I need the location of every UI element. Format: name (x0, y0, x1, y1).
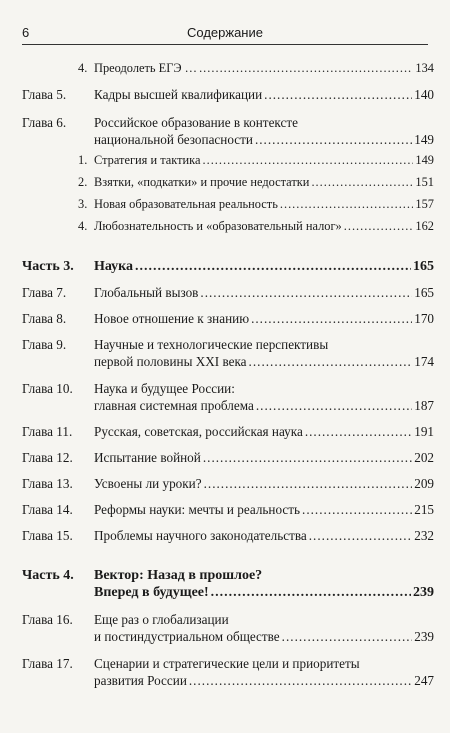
toc-page-number: 162 (415, 219, 434, 233)
toc-entry-label: Часть 3. (22, 259, 74, 274)
toc-entry-label: Глава 9. (22, 337, 67, 352)
toc-page-number: 232 (414, 528, 434, 543)
toc-entry-title: Еще раз о глобализации (94, 612, 229, 627)
toc-entry-label: 2. (78, 175, 88, 189)
toc-page-number: 157 (415, 197, 434, 211)
toc-entry-title: развития России (94, 673, 187, 688)
toc-page-number: 215 (414, 502, 434, 517)
toc-entry-label: Глава 8. (22, 311, 67, 326)
toc-entry-label: Глава 10. (22, 381, 73, 396)
toc-entry-title: Наука и будущее России: (94, 381, 235, 396)
toc-entry-title: и постиндустриальном обществе (94, 629, 280, 644)
toc-page-number: 149 (415, 153, 434, 167)
leader-dots (255, 131, 412, 148)
toc-page-number: 165 (413, 259, 434, 274)
leader-dots (305, 423, 412, 440)
leader-dots (189, 672, 412, 689)
toc-page-number: 187 (414, 398, 434, 413)
toc-entry-label: 3. (78, 197, 88, 211)
leader-dots (309, 527, 412, 544)
leader-dots (203, 152, 414, 169)
toc-page-number: 149 (414, 132, 434, 147)
leader-dots (251, 310, 412, 327)
page-number: 6 (22, 25, 30, 40)
toc-entry-label: Глава 16. (22, 612, 73, 627)
leader-dots (311, 174, 413, 191)
leader-dots (256, 397, 412, 414)
toc-page-number: 239 (413, 585, 434, 600)
leader-dots (249, 353, 413, 370)
toc-entry-title: национальной безопасности (94, 132, 253, 147)
toc-entry-label: Глава 17. (22, 656, 73, 671)
toc-page-number: 134 (415, 61, 434, 75)
toc-entry-title: Новая образовательная реальность (94, 197, 278, 211)
toc-entry-title: Проблемы научного законодательства (94, 528, 307, 543)
toc-entry-title: Вперед в будущее! (94, 585, 209, 600)
leader-dots (280, 196, 414, 213)
toc-entry-label: Часть 4. (22, 568, 74, 583)
toc-page-number: 170 (414, 311, 434, 326)
toc-page-number: 174 (414, 354, 434, 369)
toc-entry-title: Кадры высшей квалификации (94, 87, 263, 102)
toc-page-number: 140 (414, 87, 434, 102)
leader-dots (344, 218, 414, 235)
toc-entry-title: Новое отношение к знанию (94, 311, 250, 326)
toc-entry-title: Вектор: Назад в прошлое? (94, 568, 263, 583)
toc-entry-label: Глава 5. (22, 87, 67, 102)
toc-entry-label: Глава 11. (22, 424, 73, 439)
toc-entry-label: Глава 15. (22, 528, 73, 543)
toc-page-number: 191 (414, 424, 434, 439)
toc-entry-title: Глобальный вызов (94, 285, 199, 300)
leader-dots (204, 475, 413, 492)
toc-entry-title: главная системная проблема (94, 398, 254, 413)
toc-entry-label: Глава 7. (22, 285, 67, 300)
toc-entry-label: 4. (78, 219, 88, 233)
toc-entry-title: Стратегия и тактика (94, 153, 201, 167)
toc-entry-label: 4. (78, 61, 88, 75)
leader-dots (302, 501, 412, 518)
page-header (22, 22, 428, 45)
toc-entry-title: Научные и технологические перспективы (94, 337, 329, 352)
toc-page-number: 239 (414, 629, 434, 644)
toc-entry-label: Глава 13. (22, 476, 73, 491)
toc-entry-title: Наука (94, 259, 134, 274)
leader-dots (282, 628, 413, 645)
toc-entry-title: Реформы науки: мечты и реальность (94, 502, 301, 517)
toc-entry-title: Любознательность и «образовательный налог» (94, 219, 342, 233)
toc-entry-title: Сценарии и стратегические цели и приоритеты (94, 656, 360, 671)
toc-entry-title: Преодолеть ЕГЭ … (94, 61, 198, 75)
toc-entry-label: Глава 6. (22, 115, 67, 130)
toc-entry-title: Взятки, «подкатки» и прочие недостатки (94, 175, 310, 189)
toc-entry-title: первой половины XXI века (94, 354, 247, 369)
leader-dots (264, 86, 412, 103)
toc-entry-label: Глава 14. (22, 502, 73, 517)
leader-dots (203, 449, 412, 466)
toc-page-number: 151 (415, 175, 434, 189)
running-title: Содержание (187, 25, 263, 40)
toc-entry-label: 1. (78, 153, 88, 167)
toc-page-number: 165 (414, 285, 434, 300)
toc-entry-title: Русская, советская, российская наука (94, 424, 303, 439)
leader-dots (200, 284, 412, 301)
leader-dots (211, 584, 411, 601)
toc-entry-title: Российское образование в контексте (94, 115, 298, 130)
toc-entry-title: Испытание войной (94, 450, 201, 465)
leader-dots (199, 60, 413, 77)
leader-dots (135, 258, 411, 275)
toc-page-number: 209 (414, 476, 434, 491)
toc-entry-label: Глава 12. (22, 450, 73, 465)
toc-entry-title: Усвоены ли уроки? (94, 476, 202, 491)
toc-page-number: 202 (414, 450, 434, 465)
toc-page-number: 247 (414, 673, 434, 688)
